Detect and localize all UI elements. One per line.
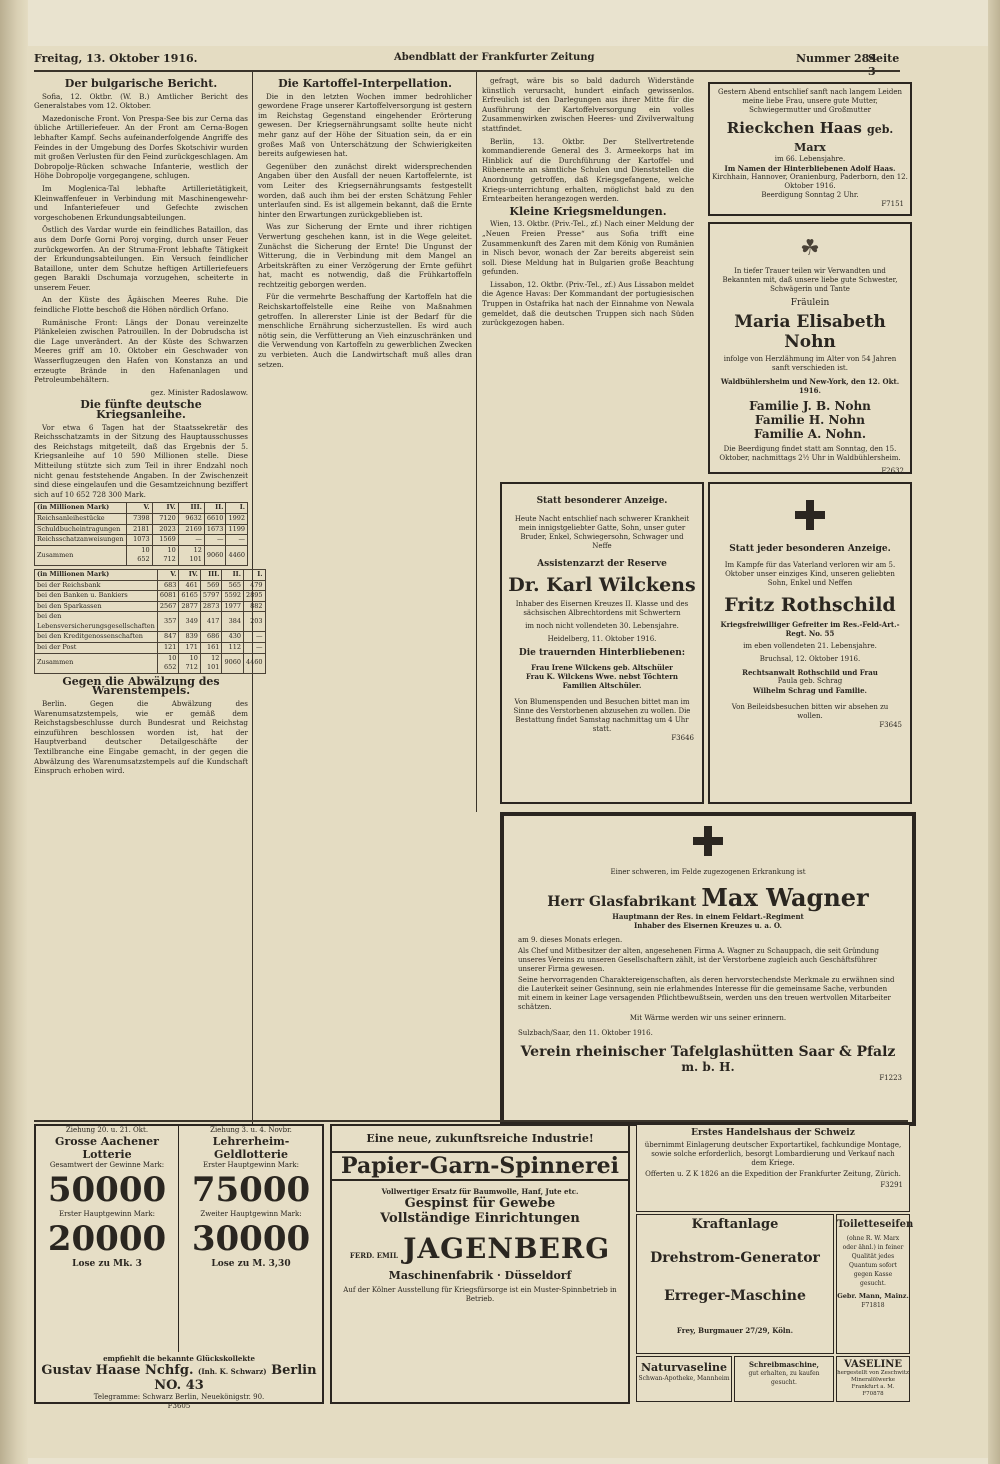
ad-product: Erreger-Maschine — [664, 1288, 806, 1304]
table-row: bei den Kreditgenossenschaften 847 839 686 430 — — [35, 632, 266, 643]
notice-heading: Statt jeder besonderen Anzeige. — [729, 544, 891, 554]
obituary-intro: Gestern Abend entschlief sanft nach langem Leiden meine liebe Frau, unsere gute Mutter, Schwiegermutter und Großmutter — [718, 88, 902, 114]
obituary-place: Waldbühlersheim und New-York, den 12. Okt. 1916. — [720, 377, 900, 395]
lottery-name: Lehrerheim-Geldlotterie — [212, 1135, 290, 1161]
obituary-family: Familie H. Nohn — [755, 413, 865, 427]
ad-headline: Naturvaseline — [640, 1361, 728, 1374]
ad-text: Vollwertiger Ersatz für Baumwolle, Hanf, Jute etc. — [381, 1187, 579, 1196]
obituary-text: Seine hervorragenden Charaktereigenschaften, als deren hervorstechendste Merkmale zu erwähnen sind die Lauterkeit seiner Gesinnung, sein nie erlahmendes Interesse für die gemeinsame Sache, verbunden mit einem in keiner Lage versagenden Pflichtbewußtsein, werden uns den treuen wertvollen Mitarbeiter schätzen. — [518, 976, 895, 1011]
obituary-mourner: Paula geb. Schrag — [777, 677, 843, 685]
ad-naturvaseline — [636, 1356, 732, 1402]
paragraph: Mazedonische Front. Von Prespa-See bis zur Cerna das übliche Artilleriefeuer. An der Front am Cerna-Bogen lebhafter Kampf. Sechs aufeinanderfolgende Angriffe des Feindes in der Umgebung des Dorfes Skotschivir wurden mit großen Verlusten für den Feind zurückgeschlagen. Am Dobropolje-Rücken schwache Infanterie, westlich der Höhe Dobropolje vorgegangene, schlugen. — [34, 113, 248, 181]
obituary-family: Familie J. B. Nohn — [749, 399, 871, 413]
ad-headline: Erstes Handelshaus der Schweiz — [691, 1128, 855, 1138]
ad-text: übernimmt Einlagerung deutscher Exportartikel, fachkundige Montage, sowie solche erforderlich, besorgt Lombardierung und Verkauf nach dem Kriege. — [644, 1141, 902, 1167]
ad-code: F1223 — [879, 1074, 902, 1082]
obituary-mourner: Rechtsanwalt Rothschild und Frau — [742, 668, 878, 677]
signature: gez. Minister Radoslawow. — [150, 387, 248, 397]
table-row: bei der Post 121 171 161 112 — — [35, 643, 266, 654]
page-edge — [988, 0, 1000, 1464]
obituary-age: im noch nicht vollendeten 30. Lebensjahre. — [525, 622, 679, 630]
paragraph: Wien, 13. Oktbr. (Priv.-Tel., zf.) Nach einer Meldung der „Neuen Freien Presse“ aus Sofia trifft eine Zusammenkunft des Zaren mit dem König von Rumänien in Nisch bevor, wonach der Zar bereits abgereist sein soll. Diese Meldung hat in Bulgarien große Beachtung gefunden. — [482, 219, 694, 277]
paragraph: Was zur Sicherung der Ernte und ihrer richtigen Verwertung geschehen kann, ist in die Wege geleitet. Zunächst die Sicherung der Ernte! Die Ungunst der Witterung, die in Verbindung mit dem Mangel an Arbeitskräften zu einer Verzögerung der Ernte geführt hat, macht es notwendig, daß die Frühkartoffeln rechtzeitig geborgen werden. — [258, 222, 472, 289]
obituary-rank: Assistenzarzt der Reserve — [537, 559, 667, 569]
obituary-rothschild — [708, 482, 912, 804]
obituary-intro: Einer schweren, im Felde zugezogenen Erkrankung ist — [610, 868, 806, 876]
ad-jagenberg: Eine neue, zukunftsreiche Industrie! Papier-Garn-Spinnerei Vollwertiger Ersatz für Baumwolle, Hanf, Jute etc. Gespinst für Gewebe Vollständige Einrichtungen FERD. EMIL JAGENBERG Maschinenfabrik · Düsseldorf Auf der Kölner Ausstellung für Kriegsfürsorge ist ein Muster-Spinnbetrieb in Betrieb. — [330, 1124, 630, 1404]
obituary-name-line: Herr Glasfabrikant Max Wagner — [547, 883, 869, 912]
lottery-left — [36, 1126, 179, 1352]
masthead-paper: Abendblatt der Frankfurter Zeitung — [394, 52, 595, 63]
table-header: V. — [126, 503, 152, 514]
masthead-page: Seite — [868, 52, 900, 65]
ad-vaseline — [836, 1356, 910, 1402]
obituary-mourner: Frau Irene Wilckens geb. Altschüler — [531, 663, 673, 672]
ad-text: Gespinst für Gewebe — [404, 1196, 556, 1211]
table-header: I. — [244, 569, 266, 580]
table-row: Reichsschatzanweisungen 1073 1569 — — — — [35, 535, 248, 546]
lottery-footer — [36, 1354, 322, 1411]
paragraph: An der Küste des Ägäischen Meeres Ruhe. Die feindliche Flotte beschoß die Höhen nördlich Orfano. — [34, 295, 248, 315]
paragraph: Östlich des Vardar wurde ein feindliches Bataillon, das aus dem Dorfe Gorni Poroj vorging, durch unser Feuer zurückgeworfen. An der Struma-Front lebhafte Tätigkeit der Erkundungsabteilungen. Ein Versuch feindlicher Bataillone, unter dem Schutze heftigen Artilleriefeuers gegen Barakli Dschumaja vorzugehen, scheiterte in unserem Feuer. — [34, 225, 248, 292]
table-row: bei den Sparkassen 2567 2877 2873 1977 882 — [35, 601, 266, 612]
ad-headline: Toiletteseifen — [837, 1219, 914, 1230]
paragraph: Berlin. Gegen die Abwälzung des Warenumsatzstempels, wie er gemäß dem Reichstagsbeschlusse durch Bundesrat und Reichstag einzuführen beschlossen worden ist, hat der Hauptverband deutscher Detailgeschäfte der Textilbranche eine Eingabe gemacht, in der gegen die Abwälzung des Warenumsatzstempels auf die Kundschaft Einspruch erhoben wird. — [34, 699, 248, 776]
lottery-amount: 50000 — [47, 1170, 167, 1210]
table-header: II. — [204, 503, 226, 514]
lottery-name: Grosse Aachener Lotterie — [55, 1135, 159, 1161]
table-row: Schuldbucheintragungen 2181 2023 2169 1673 1199 — [35, 524, 248, 535]
lottery-label: Erster Hauptgewinn Mark: — [58, 1210, 156, 1218]
lottery-firm: Gustav Haase Nchfg. — [41, 1363, 194, 1378]
paragraph: Sofia, 12. Oktbr. (W. B.) Amtlicher Bericht des Generalstabes vom 12. Oktober. — [34, 91, 248, 111]
ad-note: Auf der Kölner Ausstellung für Kriegsfürsorge ist ein Muster-Spinnbetrieb in Betrieb. — [343, 1286, 617, 1303]
ad-firm: Schwan-Apotheke, Mannheim — [638, 1375, 730, 1382]
ad-code: F3605 — [167, 1402, 191, 1410]
table-header: III. — [200, 569, 222, 580]
lottery-amount: 20000 — [47, 1219, 167, 1259]
obituary-name: Dr. Karl Wilckens — [508, 574, 696, 596]
table-row: Zusammen 10 652 10 712 12 101 9060 4460 — [35, 545, 248, 565]
paragraph: Im Moglenica-Tal lebhafte Artillerietätigkeit, Kleinwaffenfeuer in Verbindung mit Maschinengewehr- und Infanteriefeuer und Gefechte zwischen vorgeschobenen Erkundungsabteilungen. — [34, 183, 248, 222]
lottery-amount: 75000 — [191, 1170, 311, 1210]
lottery-label: Zweiter Hauptgewinn Mark: — [200, 1210, 302, 1218]
obituary-family: Familie A. Nohn. — [753, 427, 867, 441]
obituary-firm-suffix: m. b. H. — [681, 1060, 735, 1074]
masthead-rule — [34, 70, 900, 72]
ad-lottery — [34, 1124, 324, 1410]
obituary-funeral: Beerdigung Sonntag 2 Uhr. — [761, 191, 859, 199]
war-loan-table-2 — [34, 569, 266, 674]
lottery-date: Ziehung 20. u. 21. Okt. — [65, 1126, 149, 1134]
lottery-price: Lose zu Mk. 3 — [72, 1259, 142, 1269]
lottery-collect: empfiehlt die bekannte Glückskollekte — [103, 1354, 255, 1363]
paragraph: gefragt, wäre bis so bald dadurch Widerstände künstlich verursacht, hundert einfach gewissenlos. Erfreulich ist den Darlegungen aus ihrer Mitte für die Ausführung der Kartoffelversorgung ein volles Zusammenwirken zwischen Heeres- und Zivilverwaltung stattfindet. — [482, 76, 694, 133]
ad-headline: Kraftanlage — [691, 1217, 779, 1232]
table-header: III. — [178, 503, 204, 514]
obituary-funeral: Die Beerdigung findet statt am Sonntag, den 15. Oktober, nachmittags 2½ Uhr in Waldbühlersheim. — [719, 445, 901, 462]
ad-code: F7151 — [881, 200, 904, 208]
obituary-firm: Verein rheinischer Tafelglashütten Saar & Pfalz — [520, 1044, 896, 1060]
obituary-rank: Hauptmann der Res. in einem Feldart.-Regiment — [612, 912, 804, 921]
masthead — [34, 52, 904, 72]
column-3 — [482, 76, 694, 476]
table-row: bei den Lebensversicherungsgesellschaften 357 349 417 384 203 — [35, 612, 266, 632]
ad-product: Papier-Garn-Spinnerei — [332, 1151, 628, 1181]
lottery-firm-owner: (Inh. K. Schwarz) — [198, 1367, 267, 1376]
table-header: IV. — [152, 503, 178, 514]
ad-firm: Gebr. Mann, Mainz. — [837, 1292, 909, 1300]
obituary-nohn — [708, 222, 912, 474]
ad-section-rule — [34, 1120, 908, 1122]
ad-city: Düsseldorf — [504, 1269, 572, 1282]
ad-headline: VASELINE — [843, 1359, 903, 1370]
table-header: II. — [222, 569, 244, 580]
ad-code: F3645 — [879, 721, 902, 729]
war-loan-table-1 — [34, 502, 248, 566]
obituary-mourner: Familien Altschüler. — [562, 681, 642, 690]
obituary-places: Kirchhain, Hannover, Oranienburg, Paderborn, den 12. Oktober 1916. — [712, 173, 908, 190]
ad-swiss-trade — [636, 1124, 910, 1212]
ad-firm: Frey, Burgmauer 27/29, Köln. — [676, 1326, 794, 1335]
article-title-stamp-tax: Gegen die Abwälzung des Warenstempels. — [62, 674, 220, 698]
table-row: Zusammen 10 652 10 712 12 101 9060 4460 — [35, 653, 266, 673]
lottery-amount: 30000 — [191, 1219, 311, 1259]
ad-code: F70878 — [862, 1391, 884, 1397]
obituary-place: Heidelberg, 11. Oktober 1916. — [547, 635, 657, 643]
lottery-city: Berlin NO. 43 — [154, 1363, 317, 1393]
page-binding — [0, 0, 28, 1464]
obituary-note: Von Blumenspenden und Besuchen bittet man im Sinne des Verstorbenen abzusehen zu wollen. Die Bestattung findet Samstag nachmittag um 4 Uhr statt. — [513, 698, 691, 733]
paragraph: Berlin, 13. Oktbr. Der Stellvertretende kommandierende General des 3. Armeekorps hat im Hinblick auf die Durchführung der Kartoffel- und Rübenernte an sämtliche Schulen und Dienststellen die Anordnung getroffen, daß Kriegsgefangene, welche Kriegs-unterrichtung erhalten, möglichst bald zu den Erntearbeiten herangezogen werden. — [482, 136, 694, 204]
obituary-place: Sulzbach/Saar, den 11. Oktober 1916. — [518, 1029, 653, 1037]
iron-cross-icon — [710, 500, 910, 534]
obituary-mourner: Wilhelm Schrag und Familie. — [753, 686, 867, 695]
obituary-name: Rieckchen Haas geb. Marx — [726, 119, 894, 154]
table-header: IV. — [179, 569, 201, 580]
obituary-haas — [708, 82, 912, 216]
ad-factory: Maschinenfabrik — [388, 1269, 494, 1282]
ad-code: F3646 — [671, 734, 694, 742]
ad-product: Drehstrom-Generator — [650, 1250, 820, 1266]
obituary-note: Von Beileidsbesuchen bitten wir absehen zu wollen. — [731, 703, 889, 720]
ad-text: Vollständige Einrichtungen — [380, 1211, 580, 1226]
paragraph: Lissabon, 12. Oktbr. (Priv.-Tel., zf.) Aus Lissabon meldet die Agence Havas: Der Kommandant der portugiesischen Truppen in Ostafrika hat nach der Einnahme von Newala gemeldet, daß die deutschen Truppen sich nach Süden zurückgezogen haben. — [482, 279, 694, 328]
table-caption: (in Millionen Mark) — [35, 503, 127, 514]
lottery-price: Lose zu M. 3,30 — [211, 1259, 291, 1269]
article-title-bulgarian-report: Der bulgarische Bericht. — [64, 77, 218, 90]
obituary-honors: Inhaber des Eisernen Kreuzes u. a. O. — [634, 921, 782, 930]
lottery-label: Erster Hauptgewinn Mark: — [202, 1161, 300, 1169]
lottery-label: Gesamtwert der Gewinne Mark: — [49, 1161, 165, 1169]
obituary-mourn-heading: Die trauernden Hinterbliebenen: — [518, 648, 686, 658]
obituary-age: im eben vollendeten 21. Lebensjahre. — [743, 642, 877, 650]
ad-text: gut erhalten, zu kaufen gesucht. — [748, 1370, 820, 1386]
jagenberg-logo: FERD. EMIL JAGENBERG — [349, 1232, 611, 1265]
obituary-intro: Heute Nacht entschlief nach schwerer Krankheit mein innigstgeliebter Gatte, Sohn, unser guter Bruder, Enkel, Schwiegersohn, Schwager und Neffe — [514, 515, 690, 550]
obituary-date: am 9. dieses Monats erlegen. — [518, 936, 623, 944]
obituary-mourners: Im Namen der Hinterbliebenen Adolf Haas. — [724, 164, 896, 173]
ad-code: F71818 — [861, 1302, 885, 1309]
table-row: bei den Banken u. Bankiers 6081 6165 5797 5592 2895 — [35, 591, 266, 602]
paragraph: Gegenüber den zunächst direkt widersprechenden Angaben über den Ausfall der neuen Kartoffelernte, ist vom Leiter des Kriegsernährungsamts festgestellt worden, daß auch ihm bei der ersten Schätzung Fehler unterlaufen sind. Es ist allgemein bekannt, daß die Ernte hinter den Erwartungen zurückgeblieben ist. — [258, 161, 472, 219]
obituary-wagner — [500, 812, 916, 1126]
ad-code: F3291 — [880, 1181, 903, 1189]
table-header: V. — [157, 569, 179, 580]
column-rule-2 — [476, 72, 477, 812]
ad-typewriter — [734, 1356, 834, 1402]
notice-heading: Statt besonderer Anzeige. — [536, 496, 668, 506]
obituary-intro: Im Kampfe für das Vaterland verloren wir am 5. Oktober unser einziges Kind, unseren geliebten Sohn, Enkel und Neffen — [724, 561, 896, 587]
paragraph: Vor etwa 6 Tagen hat der Staatssekretär des Reichsschatzamts in der Sitzung des Hauptausschusses des Reichstags mitgeteilt, daß das Ergebnis der 5. Kriegsanleihe auf 10 590 Millionen stelle. Diese Mitteilung stützte sich zum Teil in ihrer Endzahl noch nicht genau feststehende Angaben. In der Zwischenzeit sind diese eingelaufen und die Gesamtzeichnung beziffert sich auf 10 652 728 300 Mark. — [34, 422, 248, 499]
table-caption: (in Millionen Mark) — [35, 569, 158, 580]
paragraph: Rumänische Front: Längs der Donau vereinzelte Plänkeleien zwischen Patrouillen. In der Dobrudscha ist die Lage unverändert. An der Küste des Schwarzen Meeres griff am 10. Oktober ein Geschwader von Wasserflugzeugen den Hafen von Konstanza an und erzeugte Brände in den Hafenanlagen und Petroleumbehältern. — [34, 317, 248, 385]
masthead-number: Nummer 284 — [796, 52, 877, 65]
table-row: Reichsanleihestücke 7398 7120 9632 6610 1992 — [35, 513, 248, 524]
table-header: I. — [226, 503, 248, 514]
ad-headline: Schreibmaschine, — [749, 1360, 819, 1369]
obituary-text: Als Chef und Mitbesitzer der alten, angesehenen Firma A. Wagner zu Schauppach, die seit Gründung unseres Vereins zu unseren Gesellschaftern zählt, ist der Verstorbene zugleich auch Geschäftsführer unserer Firma gewesen. — [518, 947, 879, 973]
ad-kraftanlage — [636, 1214, 834, 1354]
obituary-text: infolge von Herzlähmung im Alter von 54 Jahren sanft verschieden ist. — [723, 355, 897, 372]
obituary-age: im 66. Lebensjahre. — [774, 155, 846, 163]
obituary-name: Fritz Rothschild — [724, 594, 896, 616]
ad-text: hergestellt von Zeschwitz Mineralölwerke Frankfurt a. M. — [837, 1370, 909, 1390]
lottery-right — [180, 1126, 322, 1352]
ad-text: (ohne R. W. Marx oder ähnl.) in feiner Qualität jedes Quantum sofort gegen Kasse gesucht. — [842, 1235, 904, 1287]
palm-branch-icon: ☘ — [800, 236, 820, 261]
paragraph: Die in den letzten Wochen immer bedrohlicher gewordene Frage unserer Kartoffelversorgung ist gestern im Reichstag Gegenstand eingehender Erörterung gewesen. Der Kriegsernährungsamt sollte heute nicht mehr ganz auf der Höhe der Situation sein, da er ein großes Maß von Unterschätzung der Schwierigkeiten bereits aufgewiesen hat. — [258, 91, 472, 159]
article-title-potato: Die Kartoffel-Interpellation. — [278, 77, 452, 90]
article-title-war-loan: Die fünfte deutsche Kriegsanleihe. — [80, 398, 202, 421]
obituary-wilckens — [500, 482, 704, 804]
masthead-date: Freitag, 13. Oktober 1916. — [34, 52, 198, 65]
ad-text: Offerten u. Z K 1826 an die Expedition der Frankfurter Zeitung, Zürich. — [645, 1170, 901, 1178]
obituary-mourner: Frau K. Wilckens Wwe. nebst Töchtern — [525, 672, 679, 681]
ad-headline: Eine neue, zukunftsreiche Industrie! — [366, 1132, 594, 1145]
ad-toilet-soap — [836, 1214, 914, 1354]
iron-cross-icon — [504, 826, 912, 860]
obituary-place: Bruchsal, 12. Oktober 1916. — [759, 655, 861, 663]
paragraph: Für die vermehrte Beschaffung der Kartoffeln hat die Reichskartoffelstelle eine Reihe von Maßnahmen getroffen. In allererster Linie ist der Bedarf für die menschliche Ernährung sicherzustellen. Es wird auch nötig sein, die Verfütterung an Vieh einzuschränken und die Verwendung von Kartoffeln zu gewerblichen Zwecken zu verbieten. Auch die Landwirtschaft muß alles dran setzen. — [258, 292, 472, 369]
ad-code: F2632 — [881, 467, 904, 475]
obituary-text: Mit Wärme werden wir uns seiner erinnern. — [629, 1014, 787, 1022]
obituary-intro: In tiefer Trauer teilen wir Verwandten und Bekannten mit, daß unsere liebe gute Schwester, Schwägerin und Tante — [722, 267, 898, 293]
lottery-date: Ziehung 3. u. 4. Novbr. — [210, 1126, 292, 1134]
table-row: bei der Reichsbank 683 461 569 565 479 — [35, 580, 266, 591]
obituary-honors: Inhaber des Eisernen Kreuzes II. Klasse und des sächsischen Albrechtordens mit Schwertern — [515, 600, 689, 617]
article-title-war-news: Kleine Kriegsmeldungen. — [509, 204, 667, 218]
obituary-rank: Kriegsfreiwilliger Gefreiter im Res.-Feld-Art.-Regt. No. 55 — [720, 620, 900, 638]
lottery-telegram: Telegramme: Schwarz Berlin, Neuekönigstr. 90. — [93, 1393, 265, 1401]
obituary-name: Maria Elisabeth Nohn — [734, 312, 886, 352]
obituary-title: Fräulein — [790, 298, 830, 308]
